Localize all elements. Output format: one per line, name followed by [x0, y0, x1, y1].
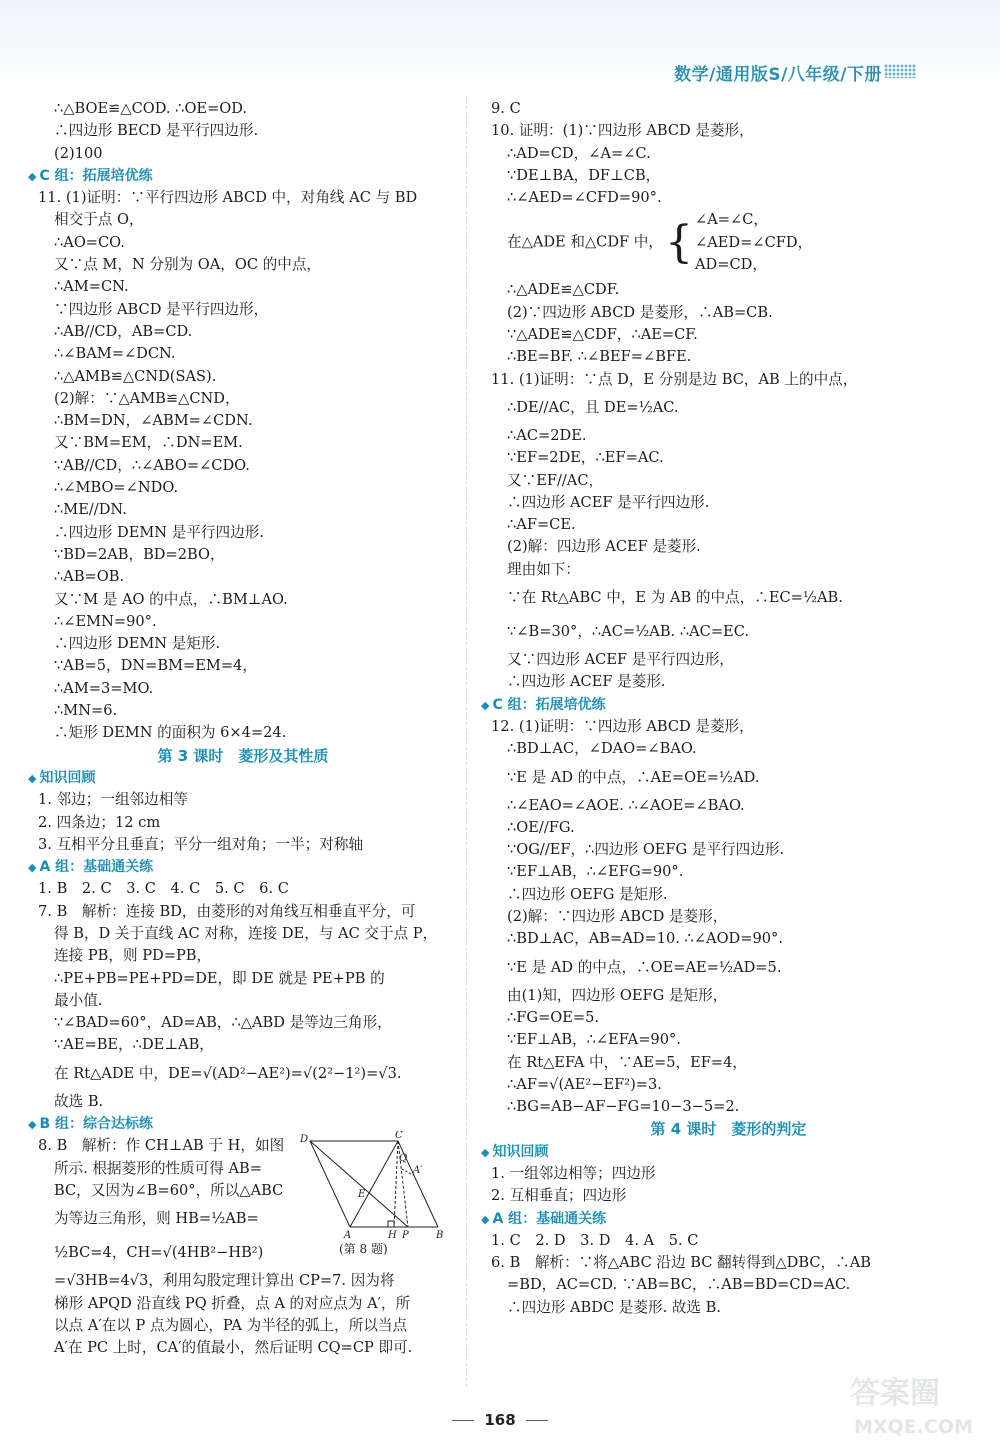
answer-line: ∴AO=CO. — [54, 233, 125, 251]
answer-line: ∴四边形 DEMN 是矩形. — [54, 635, 221, 653]
header-dots-decoration — [884, 64, 916, 78]
fig-label-P: P — [402, 1230, 409, 1241]
answer-line: ∴∠BAM=∠DCN. — [54, 345, 176, 363]
answer-line: ∵EF=2DE，∴EF=AC. — [507, 449, 664, 467]
answer-line: ∵△ADE≌△CDF，∴AE=CF. — [507, 326, 698, 344]
answer-line: ∴△ADE≌△CDF. — [507, 281, 620, 299]
answer-line: 1. 邻边；一组邻边相等 — [38, 791, 188, 809]
answer-line: ∴AC=2DE. — [507, 426, 587, 444]
section-heading: ◆ B 组：综合达标练 — [28, 1113, 458, 1135]
answer-line: 又∵四边形 ACEF 是平行四边形， — [507, 651, 734, 669]
answer-line: ½BC=4，CH=√(4HB²−HB²) — [54, 1244, 264, 1262]
answer-line: (2)∵四边形 ABCD 是菱形，∴AB=CB. — [507, 303, 773, 321]
lesson-title: 第 3 课时 菱形及其性质 — [157, 746, 329, 765]
fig-label-A1: A′ — [413, 1165, 423, 1176]
section-heading: ◆ C 组：拓展培优练 — [481, 694, 976, 716]
watermark-text: 答案圈 — [850, 1376, 940, 1411]
watermark-url: MXQE.COM — [854, 1416, 973, 1438]
answer-line: ∵E 是 AD 的中点，∴OE=AE=½AD=5. — [507, 958, 782, 976]
answer-line: ∵∠BAD=60°，AD=AB，∴△ABD 是等边三角形， — [54, 1014, 392, 1032]
answer-line: ∴AF=CE. — [507, 516, 576, 534]
figure-caption: (第 8 题) — [339, 1242, 388, 1256]
answer-line: ∴△BOE≌△COD. ∴OE=OD. — [54, 100, 248, 117]
answer-line: ∵EF⊥AB，∴∠EFA=90°. — [507, 1031, 681, 1049]
fig-line-DA — [310, 1141, 350, 1227]
answer-line: 3. 互相平分且垂直；平分一组对角；一半；对称轴 — [38, 835, 364, 853]
answer-line: 1. C 2. D 3. D 4. A 5. C — [491, 1231, 699, 1249]
answer-line: ∵E 是 AD 的中点，∴AE=OE=½AD. — [507, 768, 760, 786]
answer-line: ∴BE=BF. ∴∠BEF=∠BFE. — [507, 348, 692, 366]
answer-line: 又∵EF//AC， — [507, 471, 604, 489]
answer-line: ∴△AMB≌△CND(SAS). — [54, 367, 217, 385]
answer-line: ∵四边形 ABCD 是平行四边形， — [54, 300, 269, 318]
answer-line: BC，又因为∠B=60°，所以△ABC — [54, 1181, 284, 1199]
section-heading: ◆ A 组：基础通关练 — [481, 1208, 976, 1230]
answer-line: ∴BD⊥AC，AB=AD=10. ∴∠AOD=90°. — [507, 930, 783, 948]
page-number: 168 — [0, 1411, 1000, 1429]
answer-line: ∵AB=5，DN=BM=EM=4， — [54, 657, 257, 675]
answer-line: 又∵M 是 AO 的中点，∴BM⊥AO. — [54, 590, 288, 608]
answer-line: ∴AD=CD，∠A=∠C. — [507, 144, 651, 162]
answer-line: 8. B 解析：作 CH⊥AB 于 H，如图 — [38, 1137, 285, 1155]
answer-line: 在 Rt△EFA 中，∵AE=5，EF=4， — [507, 1053, 747, 1071]
answer-line: ∵EF⊥AB，∴∠EFG=90°. — [507, 863, 684, 881]
section-heading: ◆ 知识回顾 — [481, 1141, 976, 1163]
brace-condition: AD=CD， — [695, 256, 767, 274]
answer-line: 12. (1)证明：∵四边形 ABCD 是菱形， — [491, 717, 754, 735]
section-heading: ◆ 知识回顾 — [28, 767, 458, 789]
answer-line: ∴∠MBO=∠NDO. — [54, 479, 179, 497]
fig-label-Q: Q — [399, 1153, 408, 1164]
answer-line: =√3HB=4√3，利用勾股定理计算出 CP=7. 因为将 — [54, 1272, 395, 1290]
section-heading: ◆ C 组：拓展培优练 — [28, 165, 458, 187]
answer-line: ∴四边形 ACEF 是菱形. — [507, 673, 666, 691]
answer-line: 在 Rt△ADE 中，DE=√(AD²−AE²)=√(2²−1²)=√3. — [54, 1064, 402, 1082]
answer-line: 梯形 APQD 沿直线 PQ 折叠，点 A 的对应点为 A′，所 — [54, 1294, 411, 1312]
answer-line: 以点 A′在以 P 点为圆心，PA 为半径的弧上，所以当点 — [54, 1316, 408, 1334]
answer-line: 得 B，D 关于直线 AC 对称，连接 DE，与 AC 交于点 P， — [54, 924, 438, 942]
answer-line: A′在 PC 上时，CA′的值最小，然后证明 CQ=CP 即可. — [54, 1339, 413, 1357]
answer-line: ∴四边形 ACEF 是平行四边形. — [507, 493, 710, 511]
answer-line: ∵∠B=30°，∴AC=½AB. ∴AC=EC. — [507, 623, 749, 641]
fig-label-C: C — [395, 1131, 403, 1141]
answer-line: ∴DE//AC，且 DE=½AC. — [507, 398, 679, 416]
fig-label-D: D — [300, 1134, 309, 1145]
answer-line: =BD，AC=CD. ∵AB=BC，∴AB=BD=CD=AC. — [507, 1276, 851, 1294]
answer-line: 理由如下： — [507, 560, 580, 578]
answer-line: 1. 一组邻边相等；四边形 — [491, 1164, 656, 1182]
answer-line: ∵DE⊥BA，DF⊥CB， — [507, 166, 661, 184]
brace-condition: ∠A=∠C， — [695, 211, 768, 229]
fig-line-AC — [350, 1141, 398, 1227]
fig-label-E: E — [358, 1189, 366, 1200]
answer-line: 又∵BM=EM，∴DN=EM. — [54, 434, 243, 452]
fig-label-H: H — [388, 1230, 397, 1241]
answer-line: ∴BG=AB−AF−FG=10−3−5=2. — [507, 1098, 740, 1116]
answer-line: ∴∠AED=∠CFD=90°. — [507, 189, 662, 207]
fig-label-A: A — [344, 1230, 352, 1241]
fig-right-angle-H — [388, 1221, 394, 1227]
answer-line: ∴AB//CD，AB=CD. — [54, 322, 193, 340]
answer-line: ∴PE+PB=PE+PD=DE，即 DE 就是 PE+PB 的 — [54, 969, 385, 987]
answer-line: ∴四边形 DEMN 是平行四边形. — [54, 523, 264, 541]
answer-line: ∴四边形 BECD 是平行四边形. — [54, 122, 259, 140]
answer-line: 又∵点 M，N 分别为 OA，OC 的中点， — [54, 256, 322, 274]
section-heading: ◆ A 组：基础通关练 — [28, 856, 458, 878]
answer-line: ∴ME//DN. — [54, 501, 127, 519]
answer-line: 故选 B. — [54, 1092, 104, 1110]
header-title: 数学/通用版S/八年级/下册 — [674, 65, 882, 85]
brace-icon: { — [665, 216, 693, 268]
answer-line: ∴四边形 ABDC 是菱形. 故选 B. — [507, 1298, 722, 1316]
answer-line: ∴AB=OB. — [54, 568, 125, 586]
answer-line: 为等边三角形，则 HB=½AB= — [54, 1210, 259, 1228]
answer-line: 2. 互相垂直；四边形 — [491, 1187, 627, 1205]
answer-line: 6. B 解析：∵将△ABC 沿边 BC 翻转得到△DBC，∴AB — [491, 1254, 871, 1272]
answer-line: 1. B 2. C 3. C 4. C 5. C 6. C — [38, 880, 289, 898]
column-divider — [466, 96, 467, 1386]
fig-label-B: B — [436, 1230, 444, 1241]
watermark-logo — [842, 1365, 992, 1441]
answer-line: (2)解：∵△AMB≌△CND， — [54, 389, 240, 407]
answer-line: 最小值. — [54, 991, 103, 1009]
answer-line: (2)解：四边形 ACEF 是菱形. — [507, 538, 701, 556]
answer-line: 11. (1)证明：∵平行四边形 ABCD 中，对角线 AC 与 BD — [38, 189, 418, 207]
answer-line: ∴FG=OE=5. — [507, 1008, 600, 1026]
answer-line: ∴四边形 OEFG 是矩形. — [507, 885, 668, 903]
brace-conditions — [695, 209, 812, 276]
answer-line-brace — [481, 209, 976, 279]
lesson-title: 第 4 课时 菱形的判定 — [650, 1120, 807, 1139]
answer-line: ∴∠EAO=∠AOE. ∴∠AOE=∠BAO. — [507, 796, 745, 814]
answer-line: 所示. 根据菱形的性质可得 AB= — [54, 1159, 262, 1177]
answer-line: 11. (1)证明：∵点 D，E 分别是边 BC，AB 上的中点， — [491, 370, 858, 388]
answer-line: 连接 PB，则 PD=PB， — [54, 947, 212, 965]
answer-line: ∴AF=√(AE²−EF²)=3. — [507, 1075, 662, 1093]
answer-line: ∴BD⊥AC，∠DAO=∠BAO. — [507, 740, 697, 758]
answer-line: 9. C — [491, 100, 521, 117]
answer-line: 10. 证明：(1)∵四边形 ABCD 是菱形， — [491, 122, 754, 140]
answer-line: 2. 四条边；12 cm — [38, 813, 161, 831]
answer-line: (2)解：∵四边形 ABCD 是菱形， — [507, 908, 728, 926]
figure-problem-8 — [298, 1131, 448, 1256]
answer-line: ∵AB//CD，∴∠ABO=∠CDO. — [54, 456, 250, 474]
answer-line: 7. B 解析：连接 BD，由菱形的对角线互相垂直平分，可 — [38, 902, 416, 920]
answer-line: ∴OE//FG. — [507, 818, 575, 836]
right-column — [481, 98, 976, 1319]
answer-line: ∵AE=BE，∴DE⊥AB， — [54, 1036, 214, 1054]
answer-line: 由(1)知，四边形 OEFG 是矩形， — [507, 986, 728, 1004]
fig-line-CH — [394, 1141, 398, 1227]
fig-line-DP — [310, 1141, 408, 1227]
answer-line: ∴∠EMN=90°. — [54, 612, 157, 630]
answer-line: ∴AM=CN. — [54, 278, 129, 296]
answer-line: ∴MN=6. — [54, 702, 118, 720]
answer-line: ∴BM=DN，∠ABM=∠CDN. — [54, 412, 253, 430]
answer-line: (2)100 — [54, 144, 103, 162]
answer-line: ∴AM=3=MO. — [54, 679, 154, 697]
answer-line: ∵OG//EF，∴四边形 OEFG 是平行四边形. — [507, 841, 785, 859]
answer-line: ∵BD=2AB，BD=2BO， — [54, 545, 225, 563]
brace-condition: ∠AED=∠CFD， — [695, 233, 813, 251]
brace-prefix: 在△ADE 和△CDF 中， — [507, 233, 663, 251]
answer-line: ∴矩形 DEMN 的面积为 6×4=24. — [54, 724, 287, 742]
answer-line: 相交于点 O， — [54, 211, 144, 229]
answer-line: ∵在 Rt△ABC 中，E 为 AB 的中点，∴EC=½AB. — [507, 589, 843, 607]
